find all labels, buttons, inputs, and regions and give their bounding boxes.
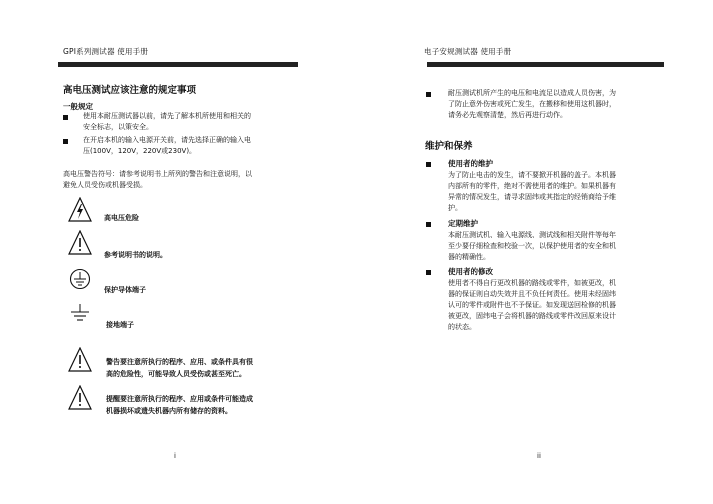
user-modification-line-3: 认可的零件或附件也不予保证。如发现送回检修的机器 <box>448 301 616 309</box>
bullet-icon <box>63 139 68 144</box>
bullet-icon <box>426 270 431 275</box>
periodic-maintenance-heading: 定期维护 <box>448 219 478 228</box>
general-heading: 一般规定 <box>63 102 93 111</box>
high-voltage-label: 高电压危险 <box>104 214 139 222</box>
right-header-rule <box>427 62 664 66</box>
warning-text-line-2: 避免人员受伤或机器受损。 <box>63 181 147 189</box>
periodic-maintenance-line-3: 器的精确性。 <box>448 253 490 261</box>
page-number-left: i <box>174 452 176 460</box>
protective-ground-label: 保护导体端子 <box>104 286 146 294</box>
bullet-icon <box>426 92 431 97</box>
page-number-right: ii <box>537 452 541 460</box>
general-item-1-line-1: 使用本耐压测试器以前，请先了解本机所使用和相关的 <box>83 112 251 120</box>
bullet-icon <box>426 162 431 167</box>
ground-label: 接地端子 <box>106 321 134 329</box>
warning-triangle-icon <box>68 347 92 373</box>
general-item-2-line-2: 压(100V，120V，220V或230V)。 <box>83 147 197 155</box>
intro-line-1: 耐压测试机所产生的电压和电流足以造成人员伤害，为 <box>448 89 616 97</box>
warning-line-2: 高的危险性，可能导致人员受伤或甚至死亡。 <box>106 370 246 378</box>
user-maintenance-line-4: 护。 <box>448 204 462 212</box>
protective-ground-icon <box>69 268 91 290</box>
ground-icon <box>68 303 92 323</box>
caution-line-1: 提醒要注意所执行的程序、应用或条件可能造成 <box>106 395 253 403</box>
left-header: GPI系列测试器 使用手册 <box>63 47 149 56</box>
bullet-icon <box>426 222 431 227</box>
refer-manual-label: 参考说明书的说明。 <box>104 251 167 259</box>
caution-triangle-icon <box>68 230 92 256</box>
caution-line-2: 机器损坏或遗失机器内所有储存的资料。 <box>106 407 232 415</box>
intro-line-3: 请务必先观察清楚，然后再进行动作。 <box>448 111 567 119</box>
warning-text-line-1: 高电压警告符号：请参考说明书上所列的警告和注意说明，以 <box>63 170 252 178</box>
right-page <box>357 0 713 504</box>
user-maintenance-line-1: 为了防止电击的发生，请不要掀开机器的盖子。本机器 <box>448 171 616 179</box>
left-header-rule <box>58 62 298 66</box>
user-modification-line-4: 被更改，固纬电子会将机器的路线或零件改回原来设计 <box>448 312 616 320</box>
caution-icon <box>68 385 92 411</box>
maintenance-title: 维护和保养 <box>425 141 473 152</box>
user-maintenance-line-2: 内部所有的零件，绝对不需使用者的维护。如果机器有 <box>448 182 616 190</box>
periodic-maintenance-line-1: 本耐压测试机、输入电源线、测试线和相关附件等每年 <box>448 231 616 239</box>
left-page <box>0 0 356 504</box>
periodic-maintenance-line-2: 至少要仔细检查和校验一次，以保护使用者的安全和机 <box>448 242 616 250</box>
warning-line-1: 警告要注意所执行的程序、应用、或条件具有很 <box>106 358 253 366</box>
user-maintenance-line-3: 异常的情况发生，请寻求固纬或其指定的经销商给予维 <box>448 193 616 201</box>
user-modification-heading: 使用者的修改 <box>448 267 493 276</box>
user-modification-line-5: 的状态。 <box>448 323 476 331</box>
user-modification-line-2: 器的保证则自动失效并且不负任何责任。使用未经固纬 <box>448 290 616 298</box>
high-voltage-icon <box>68 197 92 223</box>
user-modification-line-1: 使用者不得自行更改机器的路线或零件，如被更改，机 <box>448 279 616 287</box>
general-item-1-line-2: 安全标志，以策安全。 <box>83 123 153 131</box>
right-header: 电子安规测试器 使用手册 <box>424 47 512 56</box>
user-maintenance-heading: 使用者的维护 <box>448 159 493 168</box>
general-item-2-line-1: 在开启本机的输入电源开关前，请先选择正确的输入电 <box>83 136 251 144</box>
left-title: 高电压测试应该注意的规定事项 <box>63 85 197 96</box>
intro-line-2: 了防止意外伤害或死亡发生，在搬移和使用这机器时， <box>448 100 616 108</box>
bullet-icon <box>63 115 68 120</box>
